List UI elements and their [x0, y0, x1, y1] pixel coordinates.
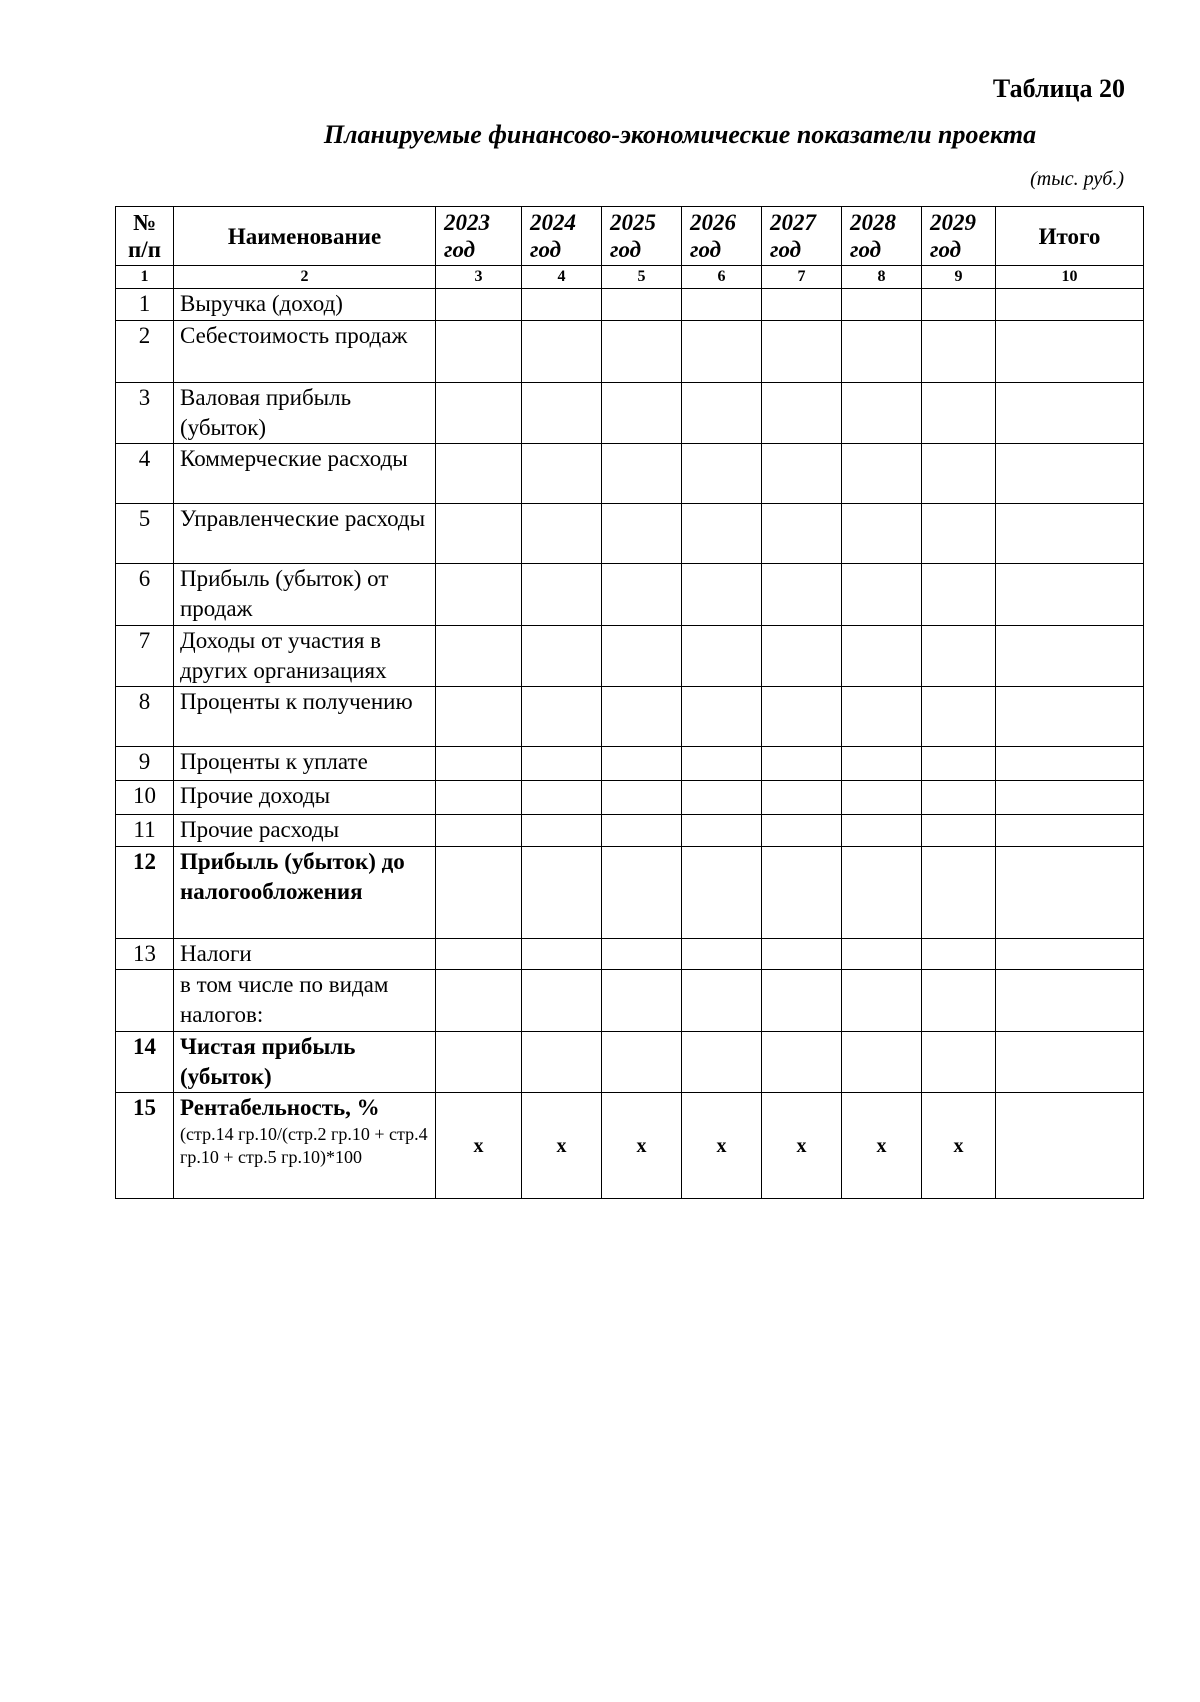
- row-name: в том числе по видам налогов:: [180, 972, 389, 1027]
- row-name-cell: [174, 939, 436, 970]
- year-value-cell: [522, 781, 602, 815]
- total-value-cell: [996, 1093, 1144, 1199]
- year-value-cell: [682, 444, 762, 504]
- table-row: [116, 687, 1144, 747]
- year-value-cell: x: [682, 1093, 762, 1199]
- year-value-cell: [842, 970, 922, 1032]
- year-value-cell: [522, 970, 602, 1032]
- year-value-cell: [682, 781, 762, 815]
- header-year: 2029 год: [922, 207, 996, 266]
- total-value-cell: [996, 781, 1144, 815]
- row-name-cell: [174, 747, 436, 781]
- table-row: [116, 847, 1144, 939]
- year-value-cell: [682, 1032, 762, 1093]
- total-value-cell: [996, 626, 1144, 687]
- year-value-cell: [602, 321, 682, 383]
- units-note: (тыс. руб.): [1030, 168, 1124, 190]
- year-value-cell: [842, 444, 922, 504]
- year-value-cell: [762, 321, 842, 383]
- year-value-cell: [922, 939, 996, 970]
- year-value-cell: [762, 444, 842, 504]
- total-value-cell: [996, 289, 1144, 321]
- year-value-cell: [602, 564, 682, 626]
- year-value-cell: [436, 504, 522, 564]
- year-value-cell: [842, 747, 922, 781]
- year-value-cell: [602, 383, 682, 444]
- year-value-cell: x: [922, 1093, 996, 1199]
- year-value-cell: [522, 626, 602, 687]
- table-row: [116, 444, 1144, 504]
- year-value-cell: [922, 970, 996, 1032]
- row-name-cell: [174, 444, 436, 504]
- table-row: [116, 564, 1144, 626]
- row-name: Управленческие расходы: [180, 506, 426, 531]
- total-value-cell: [996, 1032, 1144, 1093]
- total-value-cell: [996, 321, 1144, 383]
- year-value-cell: [682, 815, 762, 847]
- header-name: Наименование: [174, 207, 436, 266]
- year-value-cell: [602, 747, 682, 781]
- year-value-cell: [922, 289, 996, 321]
- row-formula: (стр.14 гр.10/(стр.2 гр.10 + стр.4 гр.10 + стр.5 гр.10)*100: [180, 1124, 428, 1167]
- year-value-cell: [682, 687, 762, 747]
- table-row: [116, 1093, 1144, 1199]
- row-name: Прочие расходы: [180, 817, 340, 842]
- column-number: 6: [682, 266, 762, 289]
- row-name-cell: [174, 687, 436, 747]
- year-value-cell: [436, 321, 522, 383]
- row-name-cell: [174, 504, 436, 564]
- year-value-cell: [436, 626, 522, 687]
- year-value-cell: [762, 1032, 842, 1093]
- year-value-cell: [762, 939, 842, 970]
- total-value-cell: [996, 444, 1144, 504]
- year-value-cell: [682, 747, 762, 781]
- year-value-cell: [602, 970, 682, 1032]
- year-value-cell: [922, 815, 996, 847]
- row-name-cell: [174, 847, 436, 939]
- year-value-cell: [436, 781, 522, 815]
- row-number: 12: [116, 847, 174, 939]
- column-number: 1: [116, 266, 174, 289]
- year-value-cell: [682, 321, 762, 383]
- year-value-cell: [602, 939, 682, 970]
- year-value-cell: [436, 444, 522, 504]
- row-name-cell: [174, 970, 436, 1032]
- column-number: 3: [436, 266, 522, 289]
- total-value-cell: [996, 564, 1144, 626]
- year-value-cell: [842, 564, 922, 626]
- year-value-cell: [602, 626, 682, 687]
- year-value-cell: x: [842, 1093, 922, 1199]
- year-value-cell: [842, 504, 922, 564]
- year-value-cell: [922, 626, 996, 687]
- year-value-cell: [762, 289, 842, 321]
- row-name-cell: [174, 289, 436, 321]
- year-value-cell: [842, 289, 922, 321]
- row-name-cell: [174, 564, 436, 626]
- row-name: Чистая прибыль (убыток): [180, 1034, 356, 1089]
- total-value-cell: [996, 747, 1144, 781]
- year-value-cell: [682, 970, 762, 1032]
- total-value-cell: [996, 815, 1144, 847]
- column-number-row: [116, 266, 1144, 289]
- table-row: [116, 939, 1144, 970]
- row-name: Доходы от участия в других организациях: [180, 628, 387, 683]
- year-value-cell: [436, 383, 522, 444]
- row-number: 4: [116, 444, 174, 504]
- row-number: 13: [116, 939, 174, 970]
- year-value-cell: [922, 383, 996, 444]
- row-name: Налоги: [180, 941, 252, 966]
- year-value-cell: [602, 444, 682, 504]
- year-value-cell: [922, 1032, 996, 1093]
- year-value-cell: [842, 383, 922, 444]
- year-value-cell: [922, 687, 996, 747]
- year-value-cell: [602, 781, 682, 815]
- row-name: Валовая прибыль (убыток): [180, 385, 352, 440]
- year-value-cell: [602, 504, 682, 564]
- year-value-cell: [522, 504, 602, 564]
- year-value-cell: [842, 321, 922, 383]
- year-value-cell: [762, 815, 842, 847]
- year-value-cell: [842, 1032, 922, 1093]
- row-number: 9: [116, 747, 174, 781]
- row-name-cell: [174, 383, 436, 444]
- row-number: 6: [116, 564, 174, 626]
- year-value-cell: [522, 444, 602, 504]
- year-value-cell: [682, 847, 762, 939]
- year-value-cell: [522, 564, 602, 626]
- year-value-cell: [922, 504, 996, 564]
- year-value-cell: [922, 444, 996, 504]
- year-value-cell: [436, 815, 522, 847]
- header-year: 2025 год: [602, 207, 682, 266]
- year-value-cell: x: [602, 1093, 682, 1199]
- row-name-cell: [174, 626, 436, 687]
- table-row: [116, 815, 1144, 847]
- year-value-cell: [762, 747, 842, 781]
- header-year: 2026 год: [682, 207, 762, 266]
- year-value-cell: x: [436, 1093, 522, 1199]
- row-number: 3: [116, 383, 174, 444]
- year-value-cell: x: [762, 1093, 842, 1199]
- row-name: Прибыль (убыток) от продаж: [180, 566, 389, 621]
- row-number: [116, 970, 174, 1032]
- financial-indicators-table: [115, 206, 1144, 1199]
- year-value-cell: [602, 847, 682, 939]
- year-value-cell: [842, 847, 922, 939]
- year-value-cell: [682, 289, 762, 321]
- year-value-cell: [682, 939, 762, 970]
- table-row: [116, 626, 1144, 687]
- year-value-cell: [522, 321, 602, 383]
- row-number: 7: [116, 626, 174, 687]
- table-row: [116, 289, 1144, 321]
- table-row: [116, 504, 1144, 564]
- year-value-cell: x: [522, 1093, 602, 1199]
- table-row: [116, 321, 1144, 383]
- year-value-cell: [762, 781, 842, 815]
- row-name: Прочие доходы: [180, 783, 331, 808]
- year-value-cell: [842, 815, 922, 847]
- year-value-cell: [522, 939, 602, 970]
- total-value-cell: [996, 939, 1144, 970]
- header-year: 2028 год: [842, 207, 922, 266]
- year-value-cell: [842, 781, 922, 815]
- year-value-cell: [762, 504, 842, 564]
- year-value-cell: [762, 970, 842, 1032]
- row-number: 1: [116, 289, 174, 321]
- row-number: 10: [116, 781, 174, 815]
- total-value-cell: [996, 383, 1144, 444]
- row-name-cell: [174, 321, 436, 383]
- year-value-cell: [922, 564, 996, 626]
- column-number: 2: [174, 266, 436, 289]
- year-value-cell: [842, 687, 922, 747]
- year-value-cell: [682, 504, 762, 564]
- year-value-cell: [762, 383, 842, 444]
- year-value-cell: [602, 1032, 682, 1093]
- row-name-cell: [174, 1093, 436, 1199]
- table-row: [116, 781, 1144, 815]
- year-value-cell: [602, 815, 682, 847]
- year-value-cell: [922, 321, 996, 383]
- year-value-cell: [922, 781, 996, 815]
- year-value-cell: [762, 847, 842, 939]
- year-value-cell: [682, 383, 762, 444]
- year-value-cell: [922, 847, 996, 939]
- year-value-cell: [522, 747, 602, 781]
- year-value-cell: [762, 687, 842, 747]
- row-name: Проценты к получению: [180, 689, 413, 714]
- row-name-cell: [174, 781, 436, 815]
- row-number: 14: [116, 1032, 174, 1093]
- row-name: Проценты к уплате: [180, 749, 368, 774]
- table-header-row: [116, 207, 1144, 266]
- column-number: 9: [922, 266, 996, 289]
- year-value-cell: [682, 564, 762, 626]
- table-row: [116, 1032, 1144, 1093]
- row-number: 8: [116, 687, 174, 747]
- year-value-cell: [762, 626, 842, 687]
- total-value-cell: [996, 847, 1144, 939]
- column-number: 8: [842, 266, 922, 289]
- year-value-cell: [762, 564, 842, 626]
- row-number: 15: [116, 1093, 174, 1199]
- year-value-cell: [436, 939, 522, 970]
- table-row: [116, 970, 1144, 1032]
- row-number: 11: [116, 815, 174, 847]
- year-value-cell: [436, 847, 522, 939]
- total-value-cell: [996, 504, 1144, 564]
- table-number-label: Таблица 20: [992, 74, 1125, 103]
- year-value-cell: [522, 687, 602, 747]
- year-value-cell: [602, 687, 682, 747]
- row-name: Рентабельность, %: [180, 1095, 380, 1120]
- header-year: 2024 год: [522, 207, 602, 266]
- year-value-cell: [522, 847, 602, 939]
- header-num: № п/п: [116, 207, 174, 266]
- total-value-cell: [996, 687, 1144, 747]
- row-name: Прибыль (убыток) до налогообложения: [180, 849, 405, 904]
- row-name: Выручка (доход): [180, 291, 343, 316]
- year-value-cell: [842, 939, 922, 970]
- year-value-cell: [682, 626, 762, 687]
- year-value-cell: [522, 815, 602, 847]
- year-value-cell: [842, 626, 922, 687]
- column-number: 5: [602, 266, 682, 289]
- header-total: Итого: [996, 207, 1144, 266]
- row-name-cell: [174, 1032, 436, 1093]
- year-value-cell: [436, 970, 522, 1032]
- table-row: [116, 747, 1144, 781]
- header-year: 2023 год: [436, 207, 522, 266]
- year-value-cell: [922, 747, 996, 781]
- year-value-cell: [522, 383, 602, 444]
- row-number: 2: [116, 321, 174, 383]
- column-number: 10: [996, 266, 1144, 289]
- year-value-cell: [436, 564, 522, 626]
- table-row: [116, 383, 1144, 444]
- year-value-cell: [436, 1032, 522, 1093]
- row-name-cell: [174, 815, 436, 847]
- header-year: 2027 год: [762, 207, 842, 266]
- year-value-cell: [436, 747, 522, 781]
- total-value-cell: [996, 970, 1144, 1032]
- table-title: Планируемые финансово-экономические показатели проекта: [323, 120, 1037, 149]
- year-value-cell: [522, 289, 602, 321]
- row-name: Коммерческие расходы: [180, 446, 408, 471]
- year-value-cell: [522, 1032, 602, 1093]
- row-number: 5: [116, 504, 174, 564]
- year-value-cell: [602, 289, 682, 321]
- year-value-cell: [436, 687, 522, 747]
- year-value-cell: [436, 289, 522, 321]
- column-number: 4: [522, 266, 602, 289]
- row-name: Себестоимость продаж: [180, 323, 408, 348]
- column-number: 7: [762, 266, 842, 289]
